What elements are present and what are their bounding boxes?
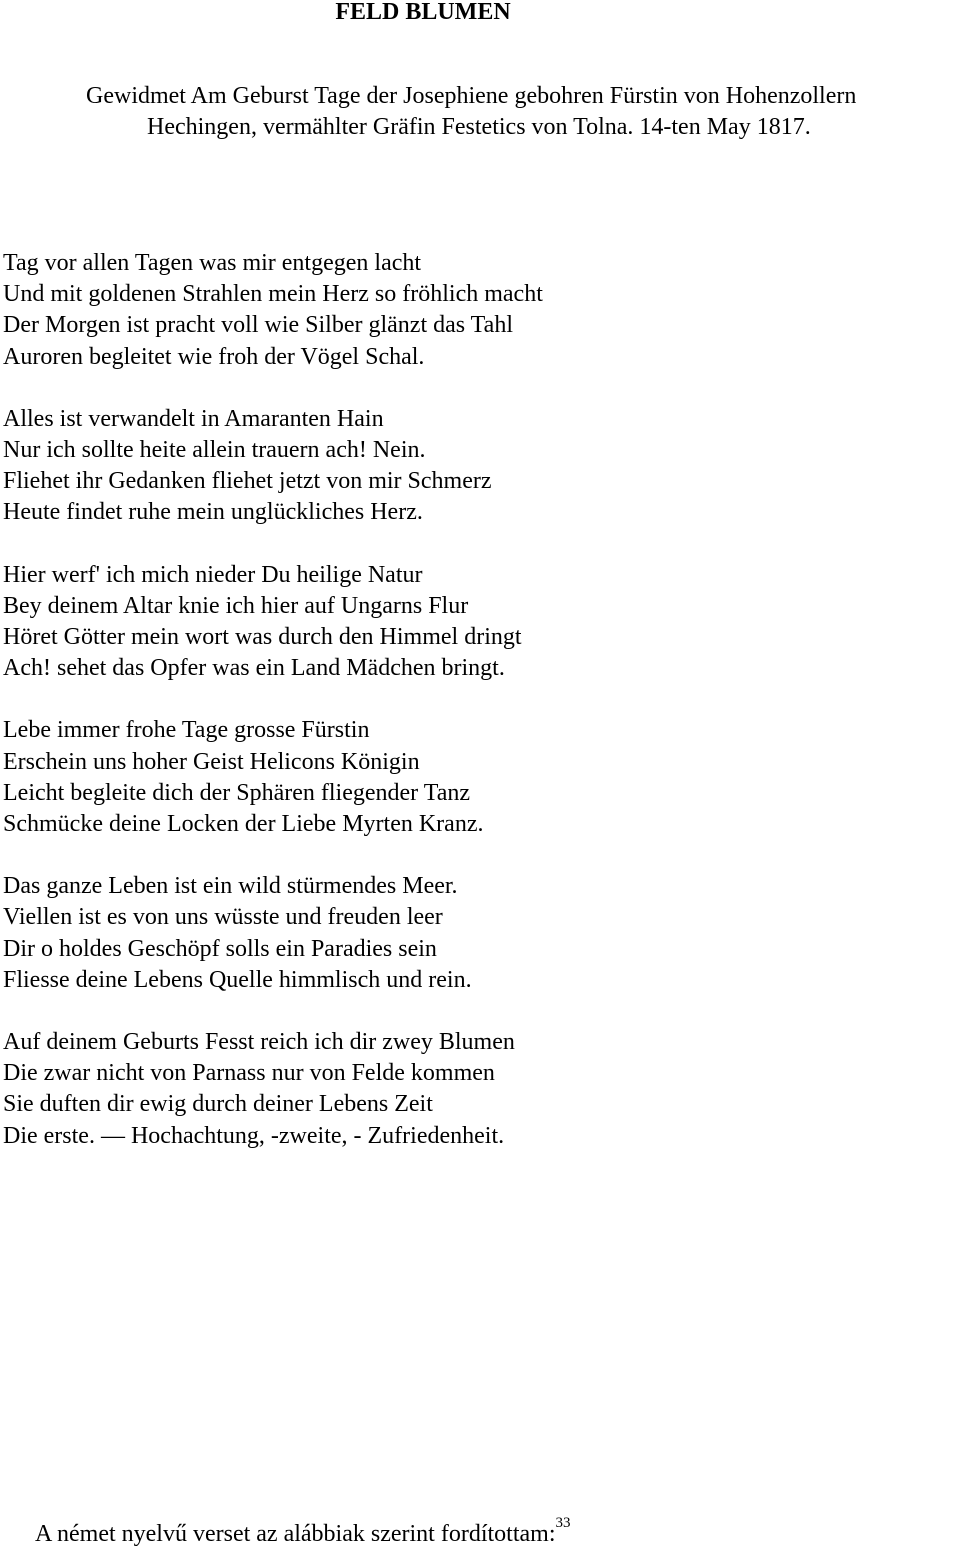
poem-line: Leicht begleite dich der Sphären fliegender Tanz [3, 779, 471, 806]
translation-note-text: A német nyelvű verset az alábbiak szerint fordítottam: [35, 1521, 556, 1547]
poem-line: Hier werf' ich mich nieder Du heilige Natur [3, 561, 423, 588]
poem-line: Viellen ist es von uns wüsste und freuden leer [3, 904, 443, 931]
poem-line: Das ganze Leben ist ein wild stürmendes Meer. [3, 873, 458, 900]
stanza-2 [3, 404, 953, 529]
poem-line: Höret Götter mein wort was durch den Himmel dringt [3, 624, 522, 651]
poem-line: Die zwar nicht von Parnass nur von Felde kommen [3, 1060, 495, 1087]
poem-line: Fliehet ihr Gedanken fliehet jetzt von mir Schmerz [3, 468, 492, 495]
dedication-line: Gewidmet Am Geburst Tage der Josephiene gebohren Fürstin von Hohenzollern [86, 83, 857, 109]
poem-line: Der Morgen ist pracht voll wie Silber glänzt das Tahl [3, 312, 513, 339]
poem-line: Und mit goldenen Strahlen mein Herz so fröhlich macht [3, 281, 543, 308]
poem [3, 248, 953, 1183]
page-title: FELD BLUMEN [335, 0, 511, 25]
poem-line: Heute findet ruhe mein unglückliches Herz. [3, 499, 423, 526]
poem-line: Sie duften dir ewig durch deiner Lebens Zeit [3, 1091, 433, 1118]
stanza-4 [3, 715, 953, 840]
poem-line: Auf deinem Geburts Fesst reich ich dir zwey Blumen [3, 1029, 515, 1056]
poem-line: Nur ich sollte heite allein trauern ach! Nein. [3, 437, 426, 464]
poem-line: Lebe immer frohe Tage grosse Fürstin [3, 717, 370, 744]
stanza-5 [3, 871, 953, 996]
stanza-1 [3, 248, 953, 373]
stanza-3 [3, 560, 953, 685]
poem-line: Die erste. — Hochachtung, -zweite, - Zufriedenheit. [3, 1122, 505, 1149]
poem-line: Alles ist verwandelt in Amaranten Hain [3, 405, 384, 432]
poem-line: Ach! sehet das Opfer was ein Land Mädchen bringt. [3, 655, 505, 682]
translation-note [35, 1515, 571, 1550]
dedication [0, 81, 960, 143]
dedication-line: Hechingen, vermählter Gräfin Festetics von Tolna. 14-ten May 1817. [147, 114, 811, 140]
poem-line: Bey deinem Altar knie ich hier auf Ungarns Flur [3, 592, 469, 619]
poem-line: Dir o holdes Geschöpf solls ein Paradies sein [3, 935, 437, 962]
poem-line: Auroren begleitet wie froh der Vögel Schal. [3, 343, 425, 370]
poem-line: Erschein uns hoher Geist Helicons Königin [3, 748, 420, 775]
poem-line: Fliesse deine Lebens Quelle himmlisch und rein. [3, 966, 472, 993]
footnote-reference[interactable]: 33 [555, 1515, 571, 1531]
stanza-6 [3, 1027, 953, 1152]
poem-line: Schmücke deine Locken der Liebe Myrten Kranz. [3, 811, 484, 838]
poem-line: Tag vor allen Tagen was mir entgegen lacht [3, 250, 422, 276]
